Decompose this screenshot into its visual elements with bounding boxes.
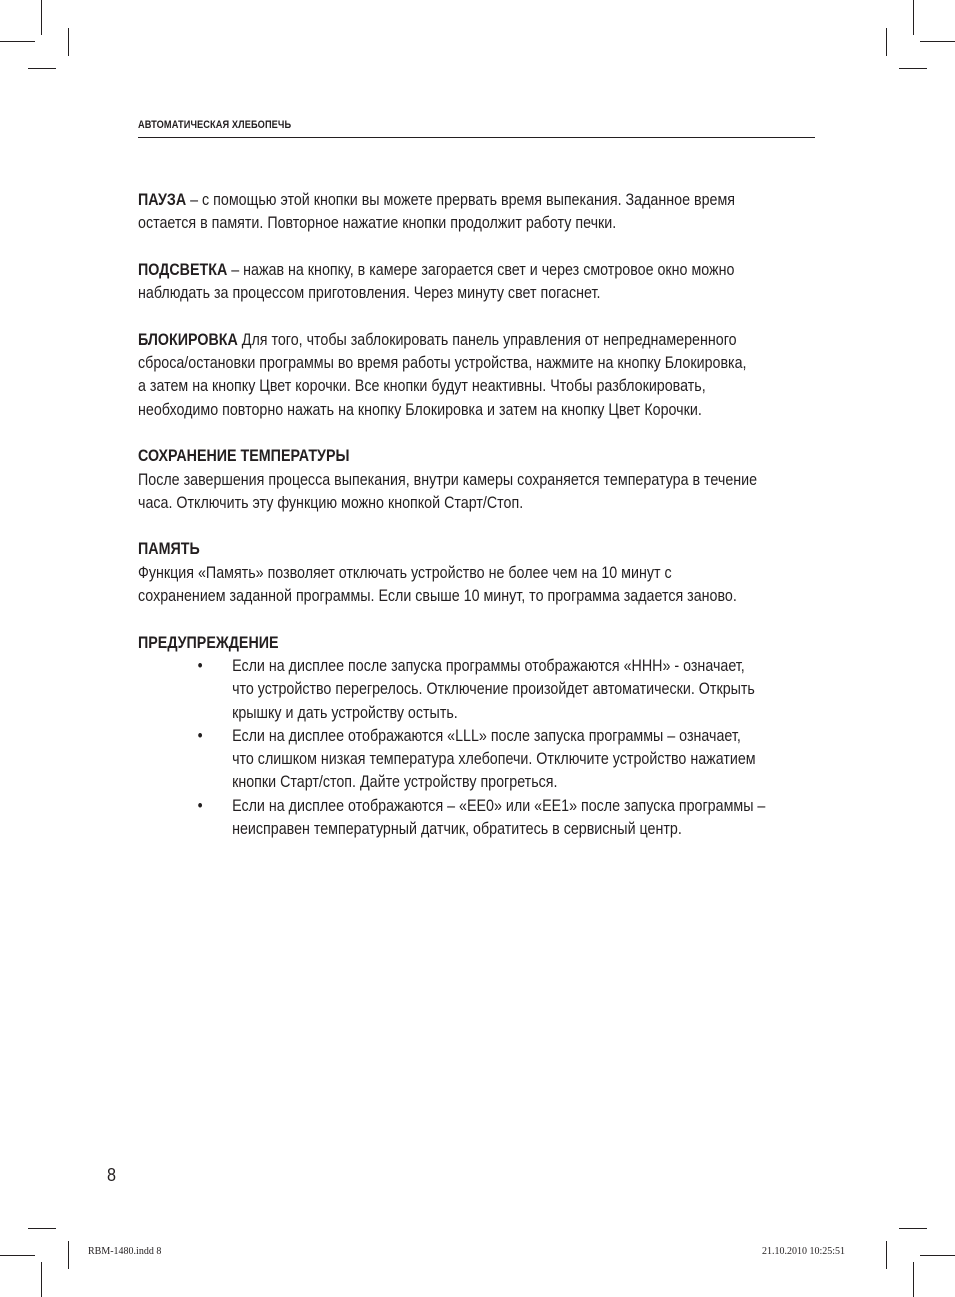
page-number: 8 [107, 1165, 117, 1185]
lock-line-4: необходимо повторно нажать на кнопку Блокировка и затем на кнопку Цвет Корочки. [138, 399, 702, 419]
memory-heading: ПАМЯТЬ [138, 539, 200, 559]
crop-mark [886, 28, 887, 56]
lock-line-3: а затем на кнопку Цвет корочки. Все кнопки будут неактивны. Чтобы разблокировать, [138, 376, 706, 396]
bullet-icon: • [197, 795, 203, 815]
crop-mark [899, 1228, 927, 1229]
crop-mark [899, 68, 927, 69]
backlight-line-1 [138, 258, 810, 281]
crop-mark [41, 0, 42, 35]
slug-file-info: RBM-1480.indd 8 [88, 1246, 162, 1257]
crop-mark [28, 68, 56, 69]
keep-warm-heading: СОХРАНЕНИЕ ТЕМПЕРАТУРЫ [138, 446, 350, 466]
backlight-text: – нажав на кнопку, в камере загорается свет и через смотровое окно можно [227, 259, 735, 279]
pause-term: ПАУЗА [138, 190, 187, 209]
memory-line-1: Функция «Память» позволяет отключать устройство не более чем на 10 минут с [138, 562, 672, 582]
pause-text: – с помощью этой кнопки вы можете прервать время выпекания. Заданное время [186, 190, 736, 209]
section-keep-warm [138, 444, 810, 514]
warning-item-line: кнопки Старт/стоп. Дайте устройству прогреться. [232, 772, 558, 792]
crop-mark [920, 41, 955, 42]
crop-mark [0, 1255, 35, 1256]
pause-line-2: остается в памяти. Повторное нажатие кнопки продолжит работу печки. [138, 213, 617, 233]
crop-mark [913, 1262, 914, 1297]
page-content [138, 188, 810, 864]
keep-warm-line-2: часа. Отключить эту функцию можно кнопкой Старт/Стоп. [138, 492, 524, 512]
warning-item [138, 654, 810, 724]
crop-mark [68, 1241, 69, 1269]
running-header-title: АВТОМАТИЧЕСКАЯ ХЛЕБОПЕЧЬ [138, 119, 292, 131]
warning-list [138, 654, 810, 840]
pause-line-1 [138, 188, 810, 211]
lock-line-2: сброса/остановки программы во время работы устройства, нажмите на кнопку Блокировка, [138, 353, 747, 373]
warning-item [138, 724, 810, 794]
crop-mark [920, 1255, 955, 1256]
lock-text: Для того, чтобы заблокировать панель управления от непреднамеренного [237, 329, 737, 349]
warning-heading: ПРЕДУПРЕЖДЕНИЕ [138, 632, 279, 652]
section-backlight [138, 258, 810, 305]
section-lock [138, 328, 810, 421]
section-warning [138, 631, 810, 841]
crop-mark [913, 0, 914, 35]
header-rule [138, 137, 815, 138]
bullet-icon: • [197, 725, 203, 745]
memory-line-2: сохранением заданной программы. Если свыше 10 минут, то программа задается заново. [138, 586, 737, 606]
crop-mark [886, 1241, 887, 1269]
slug-timestamp: 21.10.2010 10:25:51 [762, 1246, 846, 1257]
warning-item-line: Если на дисплее отображаются – «EE0» или «EE1» после запуска программы – [232, 795, 766, 815]
bullet-icon: • [197, 655, 203, 675]
crop-mark [28, 1228, 56, 1229]
warning-item-line: неисправен температурный датчик, обратитесь в сервисный центр. [232, 819, 682, 839]
warning-item [138, 794, 810, 841]
crop-mark [0, 41, 35, 42]
section-memory [138, 537, 810, 607]
warning-item-line: Если на дисплее после запуска программы отображаются «HHH» - означает, [232, 655, 745, 675]
crop-mark [41, 1262, 42, 1297]
keep-warm-line-1: После завершения процесса выпекания, внутри камеры сохраняется температура в течение [138, 469, 758, 489]
lock-term: БЛОКИРОВКА [138, 329, 238, 349]
crop-mark [68, 28, 69, 56]
lock-line-1 [138, 328, 810, 351]
warning-item-line: что устройство перегрелось. Отключение произойдет автоматически. Открыть [232, 679, 755, 699]
backlight-term: ПОДСВЕТКА [138, 259, 228, 279]
warning-item-line: Если на дисплее отображаются «LLL» после запуска программы – означает, [232, 725, 741, 745]
section-pause [138, 188, 810, 235]
warning-item-line: крышку и дать устройству остыть. [232, 702, 458, 722]
warning-item-line: что слишком низкая температура хлебопечи. Отключите устройство нажатием [232, 749, 756, 769]
backlight-line-2: наблюдать за процессом приготовления. Через минуту свет погаснет. [138, 283, 601, 303]
